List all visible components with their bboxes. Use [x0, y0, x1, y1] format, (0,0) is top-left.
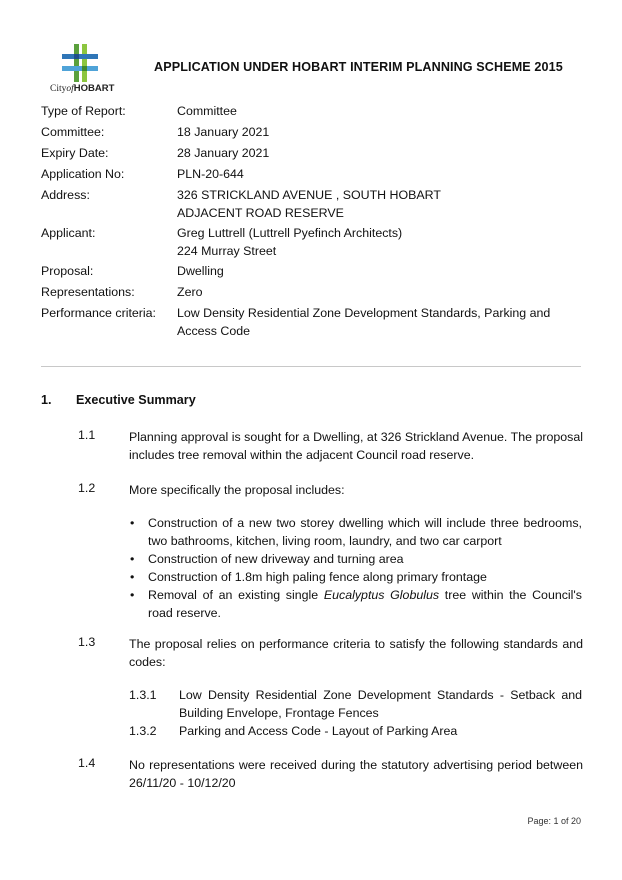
sub-item-number: 1.3.2 [129, 724, 157, 738]
detail-label: Application No: [41, 167, 125, 181]
detail-value: Zero [177, 285, 203, 299]
list-item: • Construction of new driveway and turning area [130, 552, 404, 566]
detail-value: Committee [177, 104, 237, 118]
detail-label: Performance criteria: [41, 306, 156, 320]
application-details [41, 102, 581, 342]
detail-label: Address: [41, 188, 90, 202]
detail-label: Proposal: [41, 264, 94, 278]
section-number: 1. [41, 393, 52, 407]
section-title: Executive Summary [76, 393, 196, 407]
detail-row-type-of-report [41, 102, 581, 123]
paragraph-1-3 [78, 635, 583, 671]
detail-value: 28 January 2021 [177, 146, 270, 160]
paragraph-text: Planning approval is sought for a Dwelling, at 326 Strickland Avenue. The proposal includes tree removal within the adjacent Council road reserve. [129, 430, 583, 462]
list-item: • Construction of 1.8m high paling fence along primary frontage [130, 570, 487, 584]
paragraph-1-1 [78, 428, 583, 464]
detail-row-applicant [41, 224, 581, 262]
bullet-icon: • [130, 588, 135, 602]
detail-value: 18 January 2021 [177, 125, 270, 139]
paragraph-number: 1.4 [78, 756, 96, 770]
species-name: Eucalyptus Globulus [323, 588, 440, 602]
standards-sublist [129, 686, 582, 740]
paragraph-1-2 [78, 481, 583, 499]
city-of-hobart-logo [50, 44, 122, 96]
detail-row-address [41, 186, 581, 224]
detail-value: Dwelling [177, 264, 224, 278]
logo-wordmark: CityofHOBART [50, 83, 115, 94]
list-item: • Removal of an existing single Eucalyptus Globulus tree within the Council's road reserve. [130, 588, 582, 620]
paragraph-text: No representations were received during the statutory advertising period between 26/11/20 - 10/12/20 [129, 758, 583, 790]
sub-item-1-3-2 [129, 722, 582, 740]
bullet-icon: • [130, 552, 135, 566]
detail-value: Low Density Residential Zone Development Standards, Parking and Access Code [177, 306, 551, 338]
page-number: Page: 1 of 20 [527, 816, 581, 826]
paragraph-number: 1.2 [78, 481, 96, 495]
sub-item-text: Parking and Access Code - Layout of Parking Area [179, 724, 458, 738]
detail-row-proposal [41, 262, 581, 283]
hobart-logo-mark-icon [62, 44, 98, 82]
detail-label: Applicant: [41, 226, 96, 240]
section-divider [41, 366, 581, 367]
paragraph-text: More specifically the proposal includes: [129, 483, 345, 497]
sub-item-1-3-1 [129, 686, 582, 722]
detail-label: Representations: [41, 285, 135, 299]
detail-row-performance-criteria [41, 304, 581, 342]
document-title: APPLICATION UNDER HOBART INTERIM PLANNING SCHEME 2015 [154, 60, 563, 74]
detail-label: Type of Report: [41, 104, 126, 118]
list-item: • Construction of a new two storey dwelling which will include three bedrooms, two bathrooms, kitchen, living room, laundry, and two car carport [130, 516, 582, 548]
paragraph-number: 1.3 [78, 635, 96, 649]
paragraph-text: The proposal relies on performance criteria to satisfy the following standards and codes: [129, 637, 583, 669]
detail-row-application-no [41, 165, 581, 186]
proposal-bullet-list [129, 514, 582, 622]
detail-label: Committee: [41, 125, 105, 139]
detail-row-expiry-date [41, 144, 581, 165]
detail-row-committee [41, 123, 581, 144]
detail-row-representations [41, 283, 581, 304]
sub-item-text: Low Density Residential Zone Development Standards - Setback and Building Envelope, Frontage Fences [179, 688, 582, 720]
detail-value: Greg Luttrell (Luttrell Pyefinch Architects) 224 Murray Street [177, 226, 403, 258]
detail-value: 326 STRICKLAND AVENUE , SOUTH HOBART ADJACENT ROAD RESERVE [177, 188, 441, 220]
bullet-icon: • [130, 516, 135, 530]
detail-label: Expiry Date: [41, 146, 109, 160]
sub-item-number: 1.3.1 [129, 688, 157, 702]
detail-value: PLN-20-644 [177, 167, 244, 181]
paragraph-number: 1.1 [78, 428, 96, 442]
paragraph-1-4 [78, 756, 583, 792]
bullet-icon: • [130, 570, 135, 584]
